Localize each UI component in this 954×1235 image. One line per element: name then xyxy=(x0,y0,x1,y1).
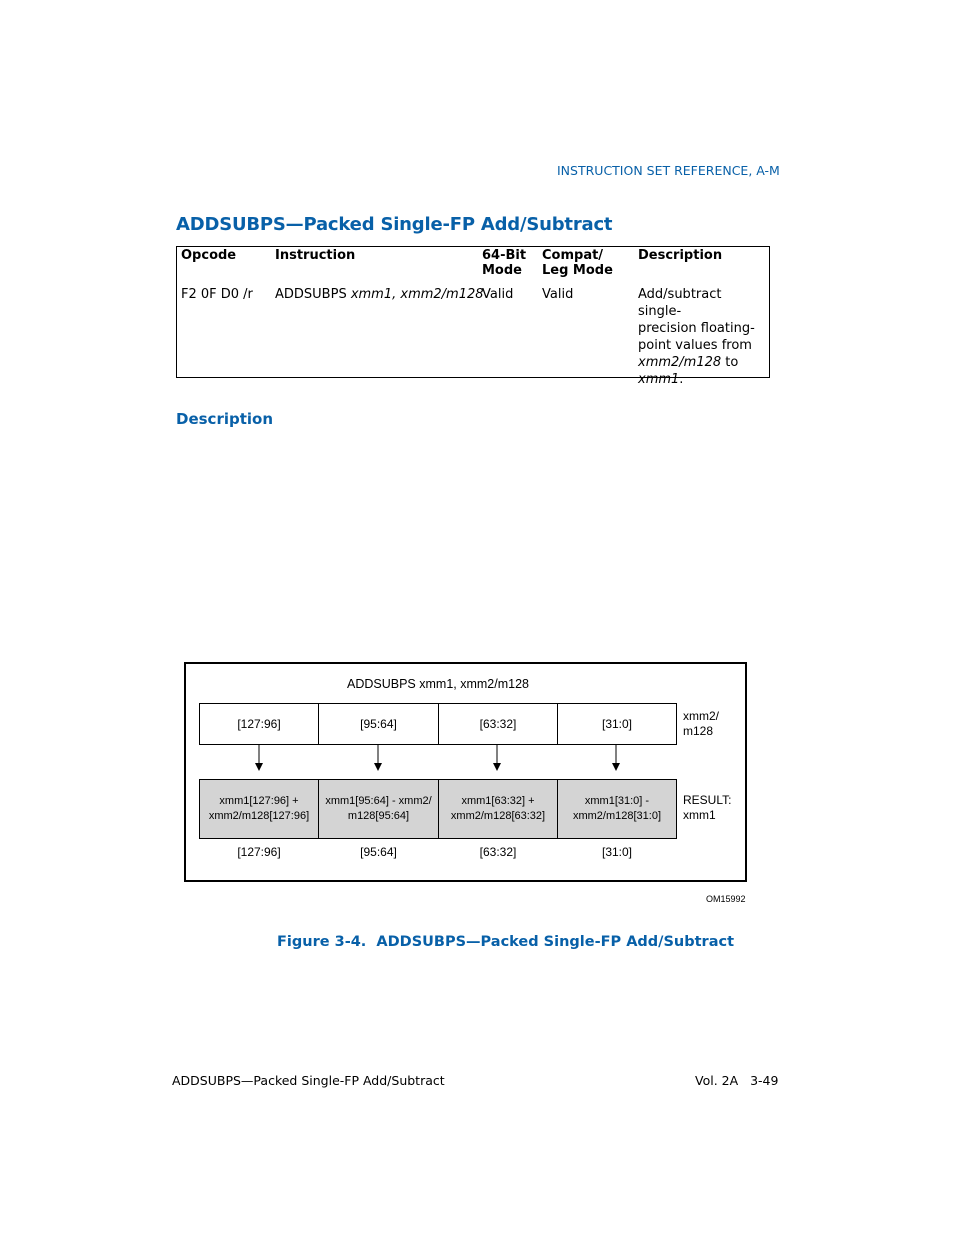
result-line: xmm1[95:64] - xmm2/ xyxy=(325,795,432,807)
description-text: . xyxy=(679,372,684,387)
result-line: xmm1[31:0] - xyxy=(584,795,650,807)
table-header-compat-line1: Compat/ xyxy=(542,248,604,263)
source-cell: [127:96] xyxy=(199,703,319,745)
footer-left: ADDSUBPS—Packed Single-FP Add/Subtract xyxy=(172,1073,445,1088)
running-header: INSTRUCTION SET REFERENCE, A-M xyxy=(557,163,780,178)
table-cell-compat-mode: Valid xyxy=(542,287,574,302)
figure-code: OM15992 xyxy=(706,894,746,904)
result-cell xyxy=(318,779,439,839)
source-cell: [63:32] xyxy=(438,703,558,745)
result-cell xyxy=(557,779,677,839)
table-header-description: Description xyxy=(638,248,723,263)
page-title: ADDSUBPS—Packed Single-FP Add/Subtract xyxy=(176,214,613,235)
footer-page-number: Vol. 2A 3-49 xyxy=(695,1073,779,1088)
description-operand: xmm2/m128 xyxy=(638,355,722,370)
result-line: m128[95:64] xyxy=(347,810,410,822)
description-operand: xmm1 xyxy=(638,372,680,387)
description-heading: Description xyxy=(176,410,274,428)
table-header-64bit-line1: 64-Bit xyxy=(482,248,527,263)
source-cell: [95:64] xyxy=(318,703,439,745)
result-label-line: xmm1 xyxy=(683,808,716,822)
source-label-line: xmm2/ xyxy=(683,709,719,723)
result-line: xmm2/m128[63:32] xyxy=(450,810,546,822)
description-line: precision floating- xyxy=(638,321,755,336)
result-line: xmm2/m128[127:96] xyxy=(208,810,310,822)
table-header-64bit-line2: Mode xyxy=(482,263,522,278)
instruction-operands: xmm1, xmm2/m128 xyxy=(350,287,484,302)
bit-range-label: [127:96] xyxy=(237,845,281,859)
source-label-line: m128 xyxy=(683,724,714,738)
bit-range-label: [95:64] xyxy=(360,845,397,859)
result-line: xmm1[127:96] + xyxy=(219,795,299,807)
figure-instruction-label: ADDSUBPS xmm1, xmm2/m128 xyxy=(347,677,529,691)
instruction-mnemonic: ADDSUBPS xyxy=(275,287,351,302)
result-cell xyxy=(199,779,319,839)
table-header-instruction: Instruction xyxy=(275,248,356,263)
description-line: point values from xyxy=(638,338,752,353)
result-line: xmm1[63:32] + xyxy=(461,795,535,807)
table-cell-opcode: F2 0F D0 /r xyxy=(181,287,253,302)
bit-range-label: [31:0] xyxy=(601,845,633,859)
result-label-line: RESULT: xyxy=(683,793,732,807)
bit-range-label: [63:32] xyxy=(479,845,517,859)
table-header-compat-line2: Leg Mode xyxy=(542,263,613,278)
figure-caption: Figure 3-4. ADDSUBPS—Packed Single-FP Add/Subtract xyxy=(277,934,735,950)
result-cell xyxy=(438,779,558,839)
table-cell-64bit-mode: Valid xyxy=(482,287,514,302)
description-line: Add/subtract single- xyxy=(638,287,722,319)
result-line: xmm2/m128[31:0] xyxy=(572,810,662,822)
description-text: to xyxy=(721,355,739,370)
source-cell: [31:0] xyxy=(557,703,677,745)
table-header-opcode: Opcode xyxy=(181,248,237,263)
result-operand-label xyxy=(683,793,731,823)
